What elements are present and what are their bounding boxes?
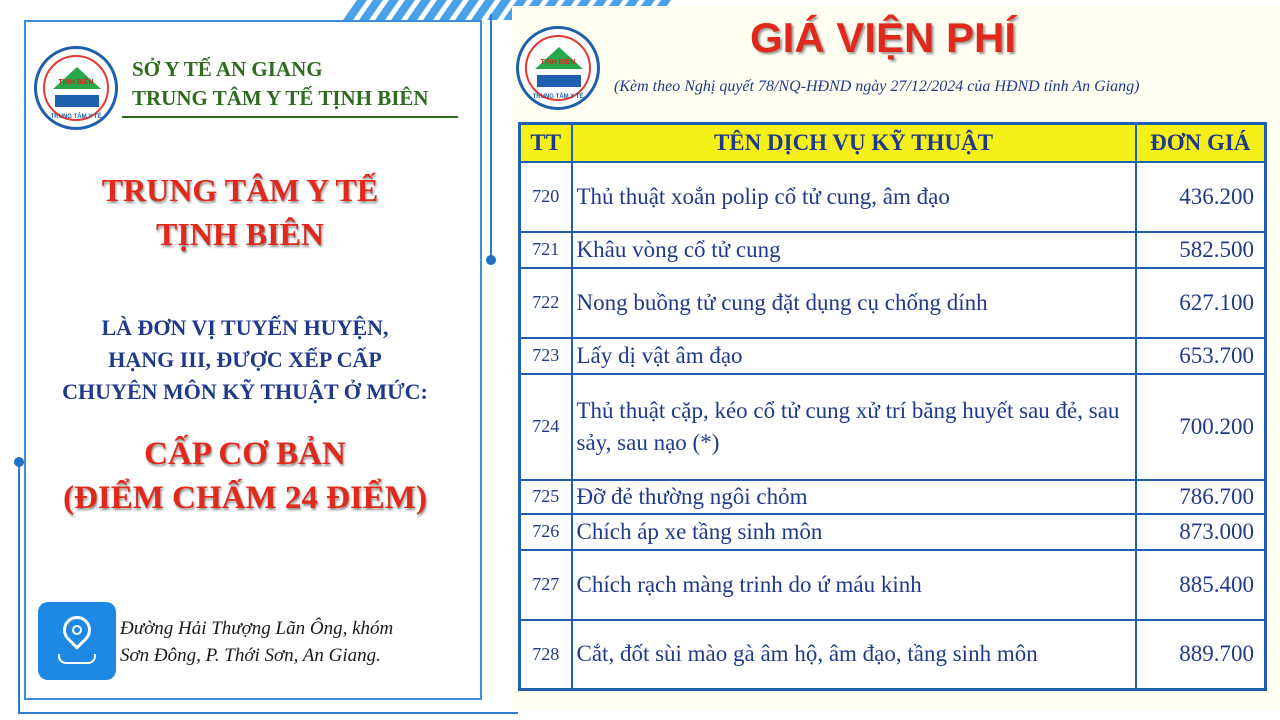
address [120, 615, 393, 669]
cell-name: Nong buồng tử cung đặt dụng cụ chống dính [572, 268, 1136, 338]
org-name: TRUNG TÂM Y TẾ TỊNH BIÊN [132, 86, 429, 110]
cell-tt: 726 [520, 514, 572, 550]
cell-name: Lấy dị vật âm đạo [572, 338, 1136, 374]
decorative-line [490, 14, 492, 264]
page-subtitle: (Kèm theo Nghị quyết 78/NQ-HĐND ngày 27/12/2024 của HĐND tỉnh An Giang) [614, 78, 1140, 95]
cell-price: 700.200 [1136, 374, 1266, 480]
decorative-dot [14, 457, 24, 467]
cell-tt: 722 [520, 268, 572, 338]
table-row [520, 620, 1266, 690]
description-line1: LÀ ĐƠN VỊ TUYẾN HUYỆN, [101, 315, 389, 340]
cell-name: Khâu vòng cổ tử cung [572, 232, 1136, 268]
table-header-row [520, 124, 1266, 162]
table-row [520, 162, 1266, 232]
cell-name: Thủ thuật cặp, kéo cổ tử cung xử trí băng huyết sau đẻ, sau sảy, sau nạo (*) [572, 374, 1136, 480]
cell-name: Thủ thuật xoắn polip cổ tử cung, âm đạo [572, 162, 1136, 232]
cell-name: Chích rạch màng trinh do ứ máu kinh [572, 550, 1136, 620]
cell-price: 627.100 [1136, 268, 1266, 338]
cell-tt: 720 [520, 162, 572, 232]
table-row [520, 338, 1266, 374]
cell-tt: 725 [520, 480, 572, 514]
cell-price: 889.700 [1136, 620, 1266, 690]
org-parent-name: SỞ Y TẾ AN GIANG [132, 57, 323, 81]
table-row [520, 232, 1266, 268]
center-title-line1: TRUNG TÂM Y TẾ [101, 172, 379, 208]
decorative-dot [486, 255, 496, 265]
table-row [520, 514, 1266, 550]
decorative-line [18, 462, 20, 712]
price-list-panel [512, 6, 1280, 710]
column-header-name: TÊN DỊCH VỤ KỸ THUẬT [572, 124, 1136, 162]
cell-name: Chích áp xe tầng sinh môn [572, 514, 1136, 550]
cell-price: 786.700 [1136, 480, 1266, 514]
column-header-price: ĐƠN GIÁ [1136, 124, 1266, 162]
cell-tt: 723 [520, 338, 572, 374]
cell-price: 885.400 [1136, 550, 1266, 620]
hospital-logo: TỊNH BIÊN TRUNG TÂM Y TẾ [34, 46, 118, 130]
table-row [520, 480, 1266, 514]
cell-price: 873.000 [1136, 514, 1266, 550]
cell-tt: 727 [520, 550, 572, 620]
column-header-tt: TT [520, 124, 572, 162]
cell-tt: 721 [520, 232, 572, 268]
cell-price: 582.500 [1136, 232, 1266, 268]
table-row [520, 268, 1266, 338]
price-table [518, 122, 1267, 691]
cell-name: Đỡ đẻ thường ngôi chỏm [572, 480, 1136, 514]
level-line2: (ĐIỂM CHẤM 24 ĐIỂM) [63, 480, 427, 516]
cell-tt: 724 [520, 374, 572, 480]
cell-name: Cắt, đốt sùi mào gà âm hộ, âm đạo, tầng sinh môn [572, 620, 1136, 690]
page-title: GIÁ VIỆN PHÍ [750, 14, 1017, 61]
center-title-line2: TỊNH BIÊN [155, 216, 325, 252]
org-underline [122, 116, 458, 118]
table-row [520, 550, 1266, 620]
location-pin-icon [38, 602, 116, 680]
cell-price: 653.700 [1136, 338, 1266, 374]
description-line3: CHUYÊN MÔN KỸ THUẬT Ở MỨC: [62, 379, 428, 404]
description-line2: HẠNG III, ĐƯỢC XẾP CẤP [108, 347, 382, 372]
cell-price: 436.200 [1136, 162, 1266, 232]
address-line2: Sơn Đông, P. Thới Sơn, An Giang. [120, 645, 381, 666]
address-line1: Đường Hải Thượng Lãn Ông, khóm [120, 618, 394, 639]
level-line1: CẤP CƠ BẢN [144, 436, 346, 472]
hospital-logo: TỊNH BIÊN TRUNG TÂM Y TẾ [516, 26, 600, 110]
decorative-line [18, 712, 518, 714]
cell-tt: 728 [520, 620, 572, 690]
table-row [520, 374, 1266, 480]
